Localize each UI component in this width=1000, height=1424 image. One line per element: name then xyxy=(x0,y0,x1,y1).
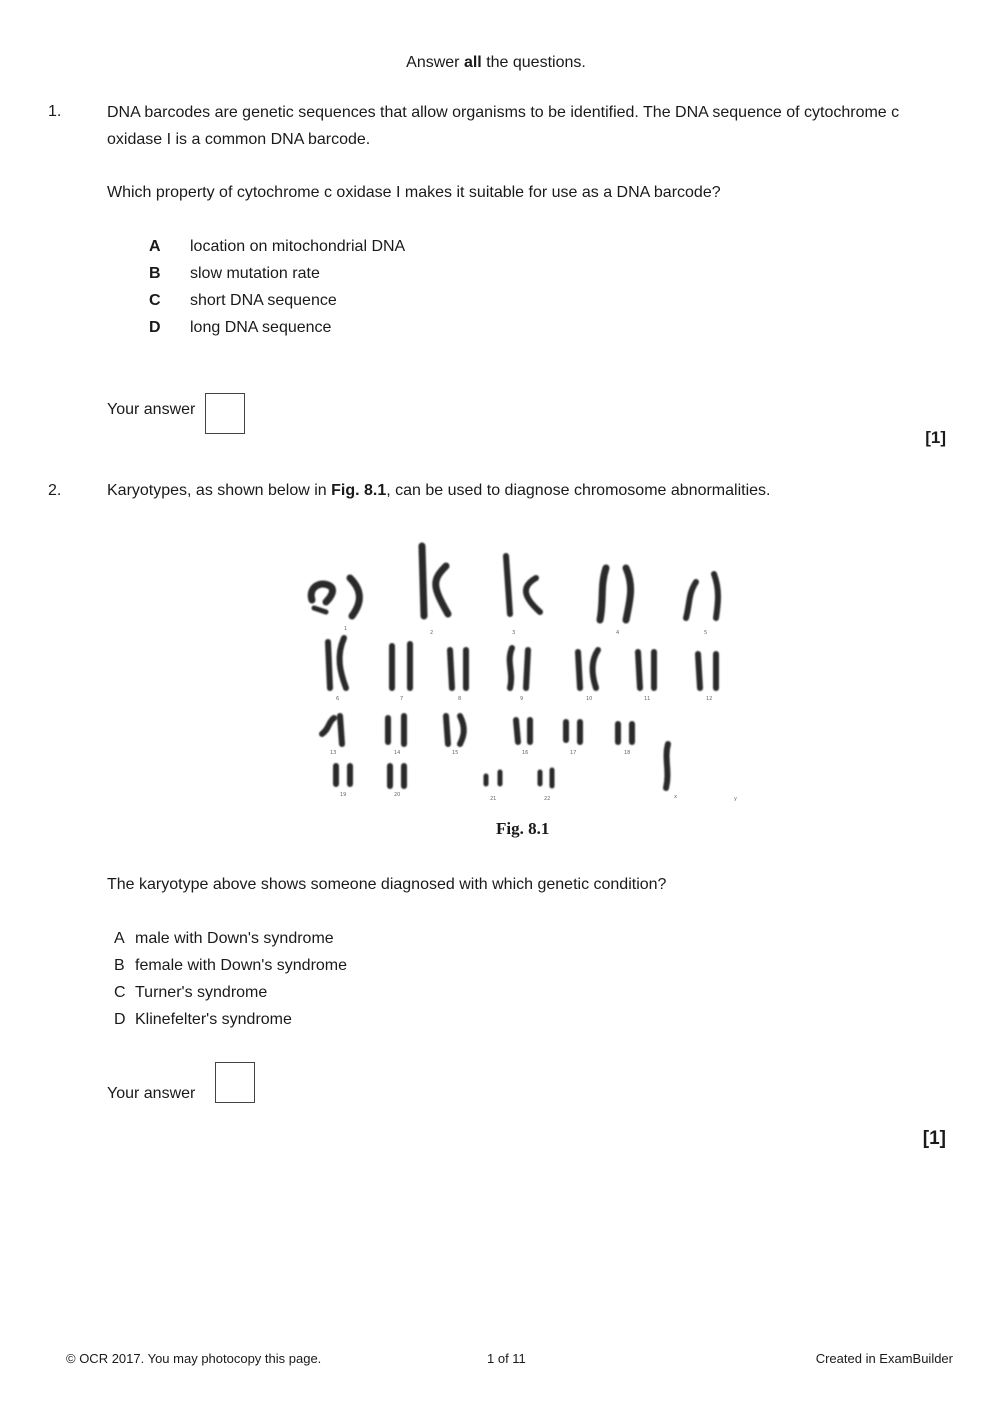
q2-option-c-text: Turner's syndrome xyxy=(135,984,268,1001)
question-1-stem-line2: oxidase I is a common DNA barcode. xyxy=(107,131,371,148)
q2-option-b-text: female with Down's syndrome xyxy=(135,957,348,974)
footer-copyright: © OCR 2017. You may photocopy this page. xyxy=(66,1351,322,1366)
karyotype-figure xyxy=(300,538,750,810)
svg-text:16: 16 xyxy=(522,750,529,756)
chromosome-pair-1 xyxy=(311,578,359,616)
q1-marks: [1] xyxy=(925,428,946,447)
chromosome-pair-5 xyxy=(686,574,718,618)
instruction-heading: Answer all the questions. xyxy=(406,54,586,71)
svg-text:15: 15 xyxy=(452,750,459,756)
svg-text:11: 11 xyxy=(644,696,651,702)
svg-text:20: 20 xyxy=(394,792,401,798)
q2-option-b-letter: B xyxy=(114,957,125,974)
question-2-stem: Karyotypes, as shown below in Fig. 8.1, can be used to diagnose chromosome abnormalities. xyxy=(107,482,771,499)
svg-text:y: y xyxy=(734,796,737,802)
q1-option-d-text: long DNA sequence xyxy=(190,319,332,336)
question-1-stem xyxy=(107,99,967,153)
svg-text:10: 10 xyxy=(586,696,593,702)
figure-caption: Fig. 8.1 xyxy=(496,819,550,838)
q2-option-d-text: Klinefelter's syndrome xyxy=(135,1011,292,1028)
q1-option-a-letter: A xyxy=(149,238,161,255)
q2-your-answer-label: Your answer xyxy=(107,1085,196,1102)
q2-option-d-letter: D xyxy=(114,1011,126,1028)
question-2-prompt: The karyotype above shows someone diagnosed with which genetic condition? xyxy=(107,876,667,893)
svg-text:5: 5 xyxy=(704,630,708,636)
svg-text:21: 21 xyxy=(490,796,497,802)
question-2-number: 2. xyxy=(48,482,62,499)
q1-option-c-text: short DNA sequence xyxy=(190,292,337,309)
svg-text:1: 1 xyxy=(344,626,348,632)
svg-text:14: 14 xyxy=(394,750,401,756)
svg-text:4: 4 xyxy=(616,630,620,636)
q1-option-b-text: slow mutation rate xyxy=(190,265,320,282)
q2-marks: [1] xyxy=(922,1128,946,1149)
q2-option-a-text: male with Down's syndrome xyxy=(135,930,334,947)
question-1-prompt: Which property of cytochrome c oxidase I makes it suitable for use as a DNA barcode? xyxy=(107,184,721,201)
chromosome-pair-3 xyxy=(506,556,540,614)
chromosome-pair-2 xyxy=(422,546,448,616)
svg-text:7: 7 xyxy=(400,696,404,702)
q2-option-a-letter: A xyxy=(114,930,125,947)
q1-option-a-text: location on mitochondrial DNA xyxy=(190,238,406,255)
svg-text:x: x xyxy=(674,794,677,800)
q1-answer-box[interactable] xyxy=(205,393,245,434)
svg-text:13: 13 xyxy=(330,750,337,756)
svg-text:19: 19 xyxy=(340,792,347,798)
footer-created-in: Created in ExamBuilder xyxy=(815,1351,953,1366)
svg-text:22: 22 xyxy=(544,796,551,802)
svg-text:6: 6 xyxy=(336,696,340,702)
q2-option-c-letter: C xyxy=(114,984,126,1001)
question-1-stem-line1: DNA barcodes are genetic sequences that allow organisms to be identified. The DNA sequence of cytochrome c xyxy=(107,104,900,121)
svg-text:12: 12 xyxy=(706,696,713,702)
q1-option-d-letter: D xyxy=(149,319,161,336)
svg-text:17: 17 xyxy=(570,750,577,756)
q1-option-b-letter: B xyxy=(149,265,161,282)
svg-text:2: 2 xyxy=(430,630,434,636)
q1-your-answer-label: Your answer xyxy=(107,401,196,418)
question-1-number: 1. xyxy=(48,103,62,120)
q2-answer-box[interactable] xyxy=(215,1062,255,1103)
q1-option-c-letter: C xyxy=(149,292,161,309)
svg-text:8: 8 xyxy=(458,696,462,702)
svg-text:18: 18 xyxy=(624,750,631,756)
footer-page-number: 1 of 11 xyxy=(487,1351,526,1366)
svg-text:9: 9 xyxy=(520,696,524,702)
svg-text:3: 3 xyxy=(512,630,516,636)
chromosome-pair-4 xyxy=(600,568,631,620)
